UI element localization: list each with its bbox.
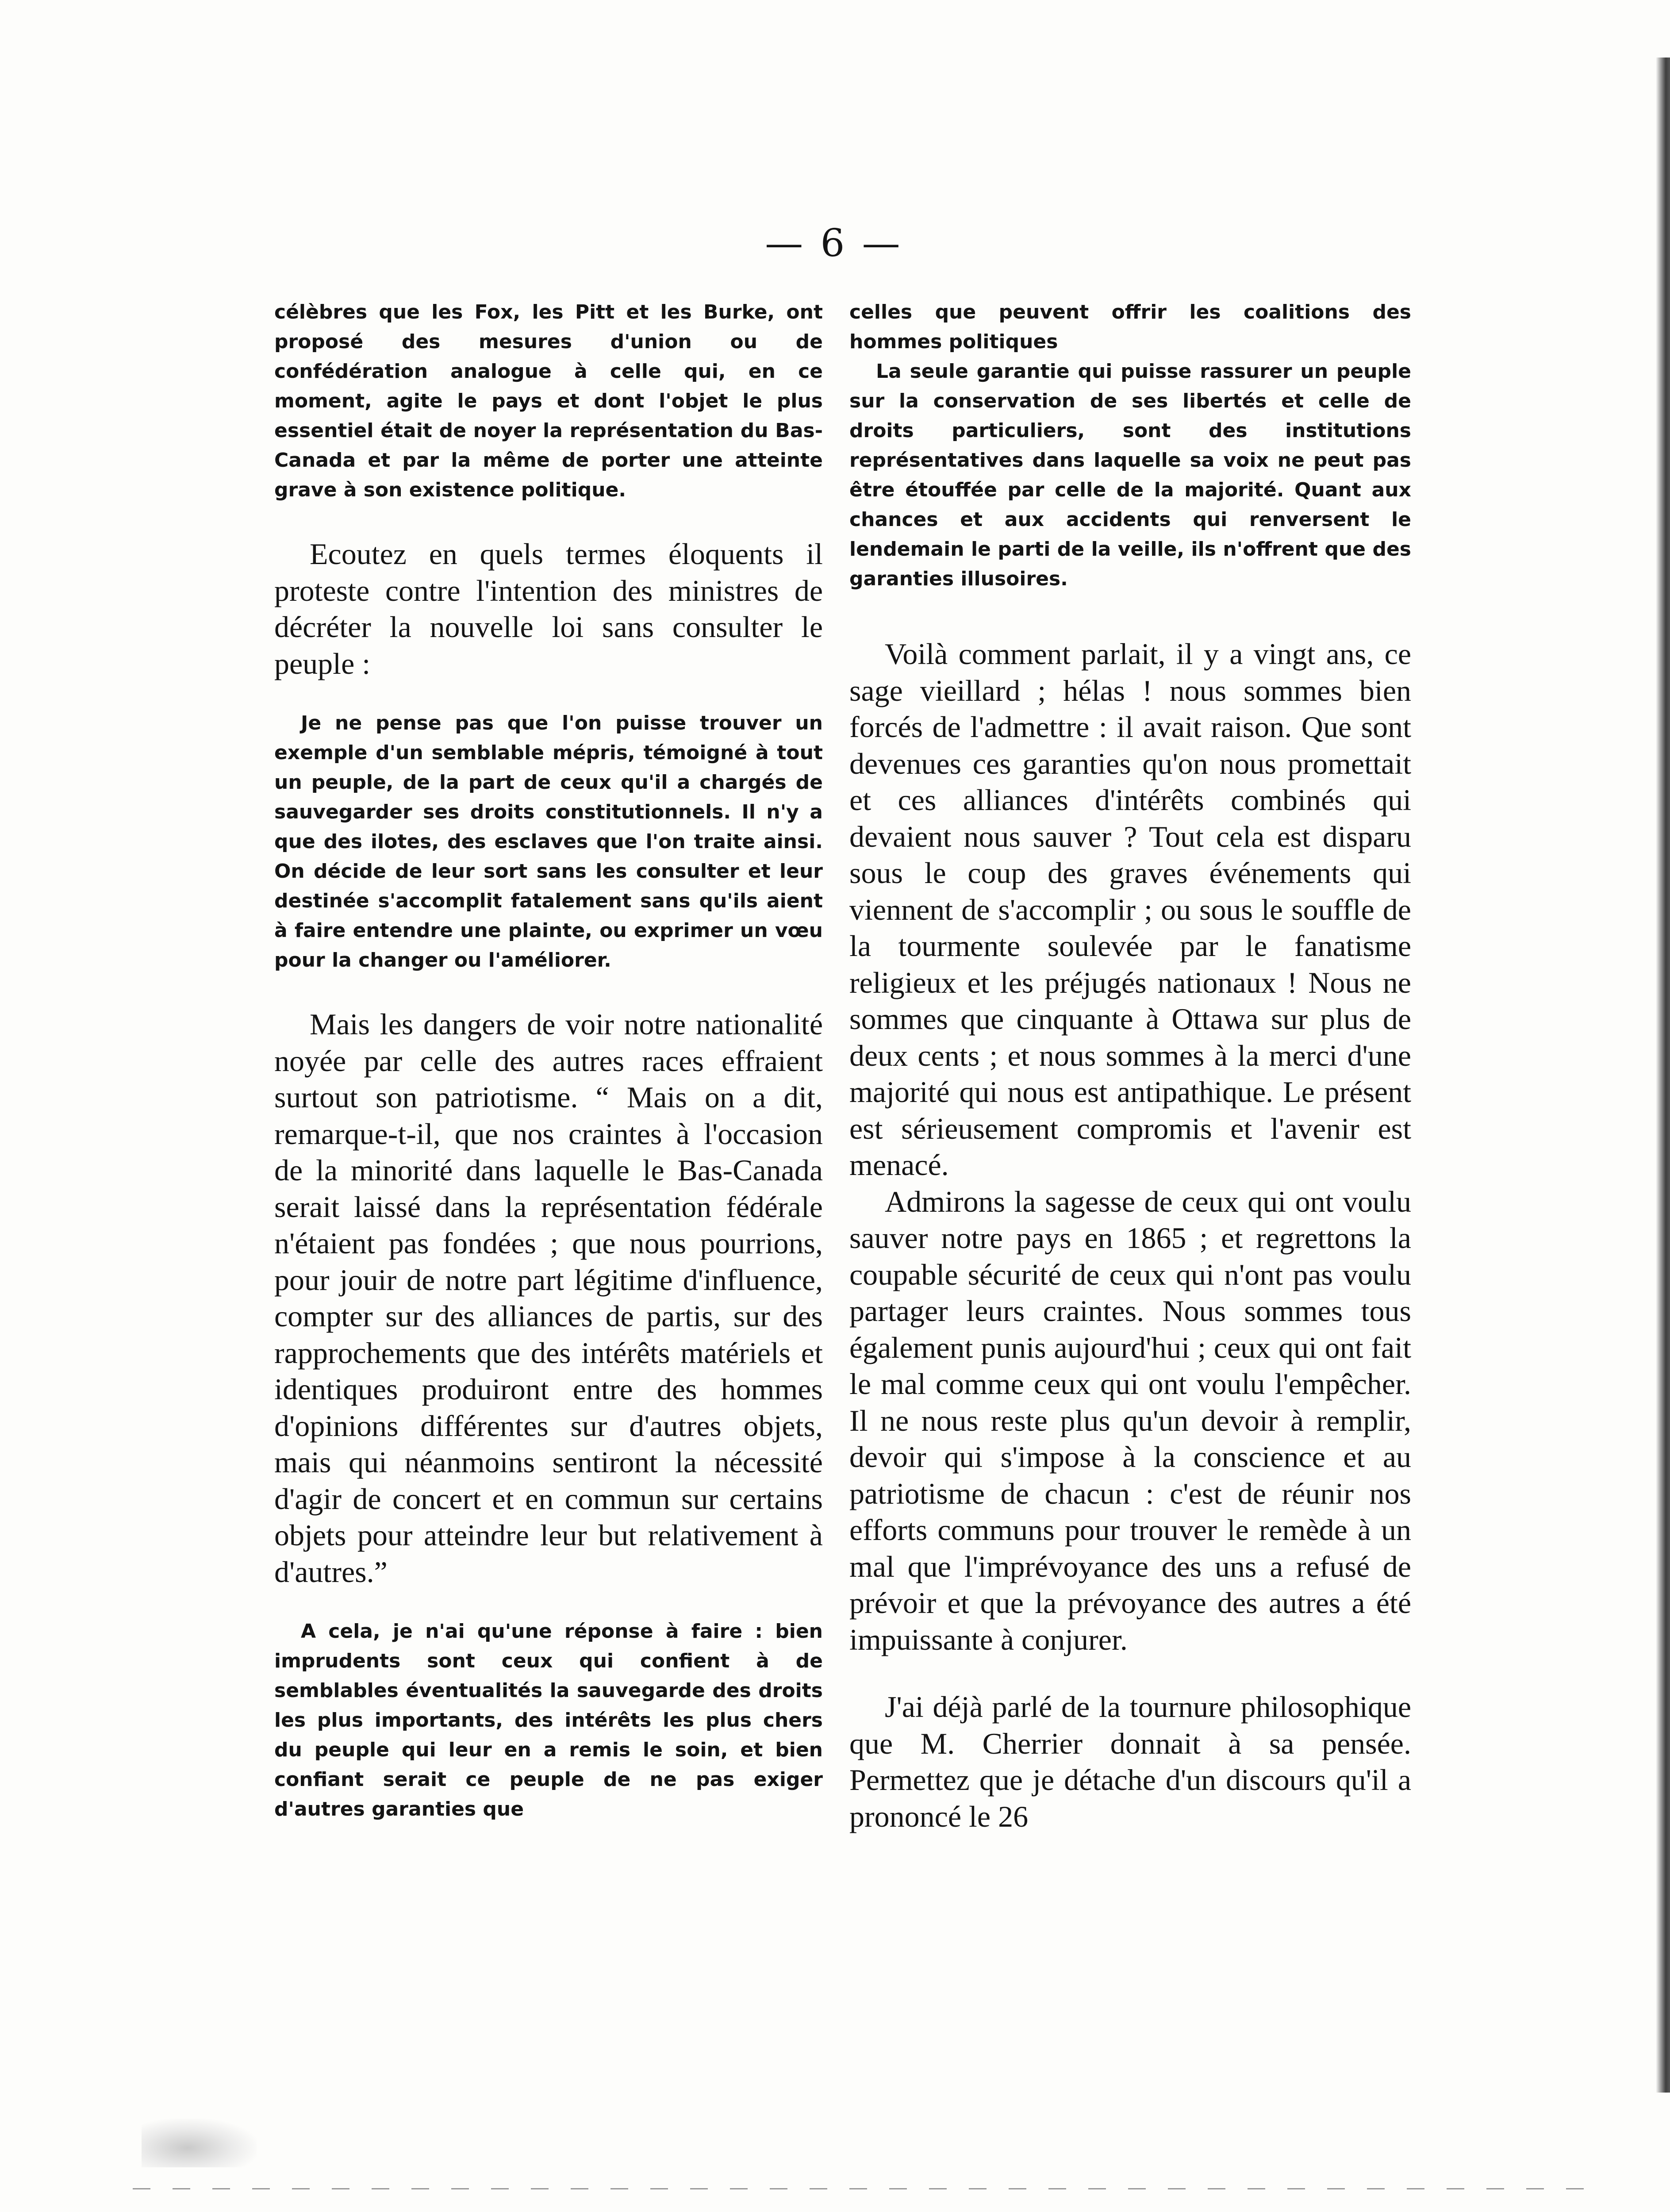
- body-paragraph: Mais les dangers de voir notre nationalité noyée par celle des autres races effraient surtout son patriotisme. “ Mais on a dit, remarque-t-il, que nos craintes à l'occasion de la minorité dans laquelle le Bas-Canada serait laissé dans la représentation fédérale n'étaient pas fondées ; que nous pourrions, pour jouir de notre part légitime d'influence, compter sur des alliances de partis, sur des rapprochements que des intérêts matériels et identiques produiront entre des hommes d'opinions différentes sur d'autres objets, mais qui néanmoins sentiront la nécessité d'agir de concert et en commun sur certains objets pour atteindre leur but relativement à d'autres.”: [274, 1007, 823, 1589]
- body-paragraph: J'ai déjà parlé de la tournure philosophique que M. Cherrier donnait à sa pensée. Permettez que je détache d'un discours qu'il a prononcé le 26: [849, 1690, 1411, 1833]
- body-paragraph: Ecoutez en quels termes éloquents il proteste contre l'intention des ministres de décréter la nouvelle loi sans consulter le peuple :: [274, 537, 823, 680]
- quote-continuation: celles que peuvent offrir les coalitions des hommes politiques: [849, 301, 1411, 353]
- bottom-edge-marks: [133, 2188, 1593, 2189]
- page-number: — 6 —: [765, 221, 903, 265]
- quote-block: La seule garantie qui puisse rassurer un peuple sur la conservation de ses libertés et celle de droits particuliers, sont des institutions représentatives dans laquelle sa voix ne peut pas être étouffée par celle de la majorité. Quant aux chances et aux accidents qui renversent le lendemain le parti de la veille, ils n'offrent que des garanties illusoires.: [849, 360, 1411, 590]
- scan-smudge: [142, 2119, 257, 2167]
- body-paragraph: Voilà comment parlait, il y a vingt ans, ce sage vieillard ; hélas ! nous sommes bien forcés de l'admettre : il avait raison. Que sont devenues ces garanties qu'on nous promettait et ces alliances d'intérêts combinés qui devaient nous sauver ? Tout cela est disparu sous le coup des graves événements qui viennent de s'accomplir ; ou sous le souffle de la tourmente soulevée par le fanatisme religieux et les préjugés nationaux ! Nous ne sommes que cinquante à Ottawa sur plus de deux cents ; et nous sommes à la merci d'une majorité qui nous est antipathique. Le présent est sérieusement compromis et l'avenir est menacé.: [849, 637, 1411, 1182]
- quote-continuation: célèbres que les Fox, les Pitt et les Burke, ont proposé des mesures d'union ou de confédération analogue à celle qui, en ce moment, agite le pays et dont l'objet le plus essentiel était de noyer la représentation du Bas-Canada et par la même de porter une atteinte grave à son existence politique.: [274, 301, 823, 501]
- left-column: [274, 297, 823, 1824]
- right-column: [849, 297, 1411, 1835]
- page-edge-shadow: [1656, 58, 1670, 2093]
- quote-block: A cela, je n'ai qu'une réponse à faire : bien imprudents sont ceux qui confient à de semblables éventualités la sauvegarde des droits les plus importants, des intérêts les plus chers du peuple qui leur en a remis le soin, et bien confiant serait ce peuple de ne pas exiger d'autres garanties que: [274, 1620, 823, 1820]
- quote-block: Je ne pense pas que l'on puisse trouver un exemple d'un semblable mépris, témoigné à tout un peuple, de la part de ceux qu'il a chargés de sauvegarder ses droits constitutionnels. Il n'y a que des ilotes, des esclaves que l'on traite ainsi. On décide de leur sort sans les consulter et leur destinée s'accomplit fatalement sans qu'ils aient à faire entendre une plainte, ou exprimer un vœu pour la changer ou l'améliorer.: [274, 712, 823, 972]
- body-paragraph: Admirons la sagesse de ceux qui ont voulu sauver notre pays en 1865 ; et regrettons la coupable sécurité de ceux qui n'ont pas voulu partager leurs craintes. Nous sommes tous également punis aujourd'hui ; ceux qui ont fait le mal comme ceux qui ont voulu l'empêcher. Il ne nous reste plus qu'un devoir à remplir, devoir qui s'impose à la conscience et au patriotisme de chacun : c'est de réunir nos efforts communs pour trouver le remède à un mal que l'imprévoyance des uns a refusé de prévoir et que la prévoyance des autres a été impuissante à conjurer.: [849, 1184, 1411, 1656]
